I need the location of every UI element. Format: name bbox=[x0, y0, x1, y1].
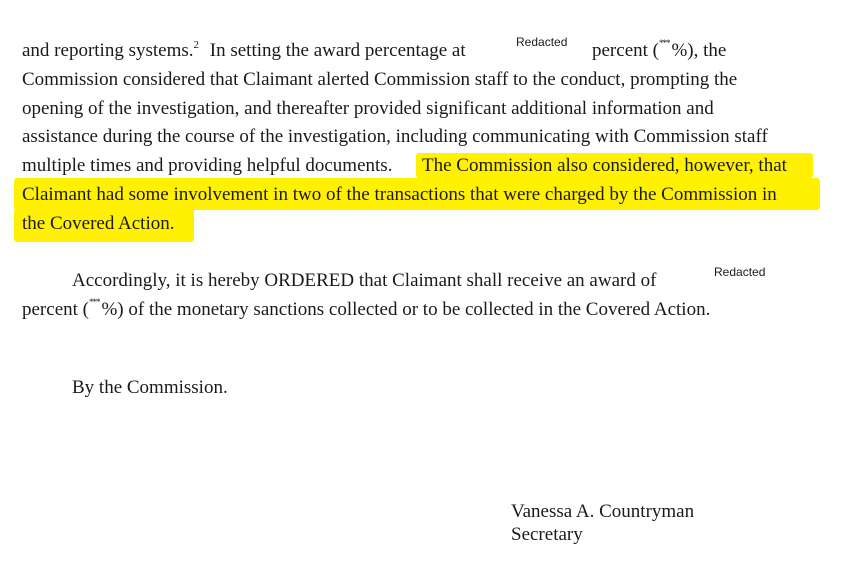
paragraph-1-line-5a: multiple times and providing helpful documents. bbox=[22, 155, 393, 176]
text-segment: %) of the monetary sanctions collected or to be collected in the Covered Action. bbox=[101, 299, 711, 320]
paragraph-1-line-1 bbox=[22, 40, 466, 62]
footnote-marker: 2 bbox=[193, 39, 200, 51]
text-segment: In setting the award percentage at bbox=[209, 40, 466, 61]
redacted-label: Redacted bbox=[714, 265, 766, 279]
text-segment: %), the bbox=[671, 40, 727, 61]
paragraph-1-line-3: opening of the investigation, and thereafter provided significant additional information and bbox=[22, 98, 714, 119]
paragraph-1-line-7: the Covered Action. bbox=[22, 213, 175, 234]
text-segment: percent ( bbox=[22, 299, 89, 320]
redaction-asterisks: *** bbox=[88, 297, 100, 307]
text-segment: and reporting systems. bbox=[22, 40, 194, 61]
signature-name: Vanessa A. Countryman bbox=[511, 501, 695, 522]
paragraph-1-line-4: assistance during the course of the investigation, including communicating with Commission staff bbox=[22, 126, 768, 147]
signature-title: Secretary bbox=[511, 524, 583, 545]
paragraph-1-line-5b: The Commission also considered, however, that bbox=[422, 155, 787, 176]
paragraph-1-line-2: Commission considered that Claimant alerted Commission staff to the conduct, prompting the bbox=[22, 69, 738, 90]
paragraph-1-line-1-end bbox=[592, 40, 726, 62]
paragraph-1-line-6: Claimant had some involvement in two of the transactions that were charged by the Commission in bbox=[22, 184, 777, 205]
redaction-asterisks: *** bbox=[658, 38, 670, 48]
redacted-label: Redacted bbox=[516, 35, 568, 49]
paragraph-2-line-2 bbox=[22, 299, 710, 321]
text-segment: percent ( bbox=[592, 40, 659, 61]
closing-by-commission: By the Commission. bbox=[72, 377, 228, 398]
paragraph-2-line-1: Accordingly, it is hereby ORDERED that Claimant shall receive an award of bbox=[72, 270, 657, 291]
